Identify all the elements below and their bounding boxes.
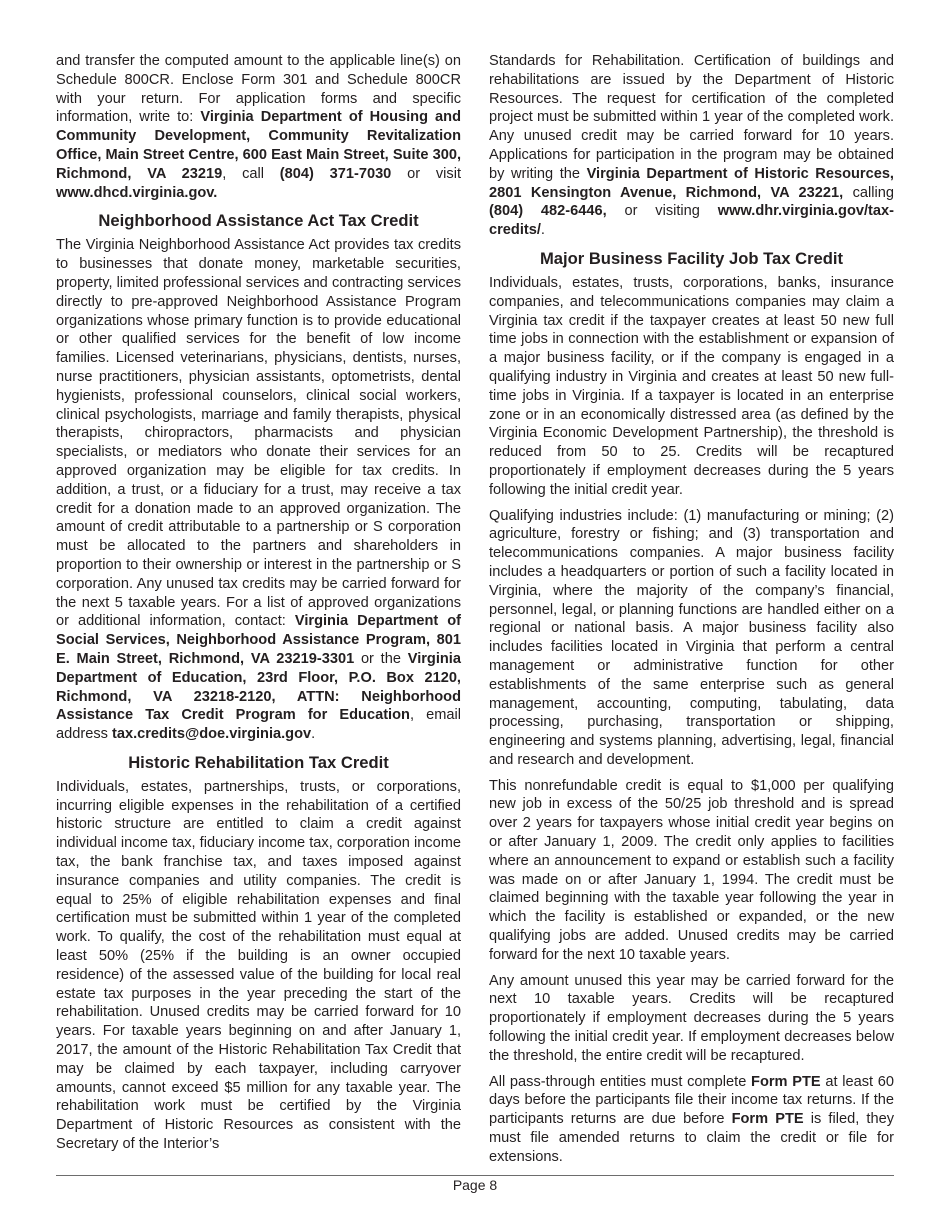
text-run: , email address — [56, 707, 461, 743]
dhcd-website: www.dhcd.virginia.gov. — [56, 184, 218, 201]
text-run: All pass-through entities must complete — [489, 1073, 752, 1090]
mbf-paragraph-5 — [489, 1073, 894, 1167]
mbf-paragraph-3: This nonrefundable credit is equal to $1,000 per qualifying new job in excess of the 50/25 job threshold and is spread over 2 years for taxpayers whose initial credit year begins on or after January 1, 2009. The credit only applies to facilities where an announcement to expand or establish such a facility was made on or after January 1, 1994. The credit must be claimed beginning with the taxable year following the year in which the facility is established or expanded, or the new qualifying jobs are added. Unused credits may be carried forward for the next 10 taxable years. — [489, 777, 894, 963]
left-column — [56, 52, 461, 1162]
form-pte-ref: Form PTE — [751, 1073, 821, 1090]
dhcd-phone: (804) 371-7030 — [279, 165, 392, 182]
mbf-paragraph-4: Any amount unused this year may be carried forward for the next 10 taxable years. Credits will be recaptured proportionately if employment decreases during the 5 years following the initial credit year. If employment decreases below the threshold, the entire credit will be recaptured. — [489, 972, 894, 1064]
dss-address: Virginia Department of Social Services, Neighborhood Assistance Program, 801 E. Main Street, Richmond, VA 23219-3301 — [56, 613, 462, 667]
doe-email: tax.credits@doe.virginia.gov — [111, 726, 312, 743]
hr-heading: Historic Rehabilitation Tax Credit — [128, 752, 389, 772]
form-pte-ref: Form PTE — [731, 1111, 804, 1128]
naa-heading: Neighborhood Assistance Act Tax Credit — [98, 211, 419, 231]
text-run: , call — [222, 165, 280, 182]
naa-paragraph — [56, 236, 461, 744]
text-run: . — [540, 222, 545, 239]
page-number: Page 8 — [452, 1177, 498, 1193]
right-column — [489, 52, 894, 1165]
intro-paragraph — [56, 52, 461, 202]
hr-paragraph: Individuals, estates, partnerships, trusts, or corporations, incurring eligible expenses in the rehabilitation of a certified historic structure are entitled to claim a credit against individual income tax, fiduciary income tax, corporation income tax, the bank franchise tax, and taxes imposed against insurance companies and utility companies. The credit is equal to 25% of eligible rehabilitation expenses and final certification must be submitted within 1 year of the completed work. To qualify, the cost of the rehabilitation must equal at least 50% (25% if the building is an owner occupied residence) of the assessed value of the building for local real estate tax purposes in the year preceding the start of the rehabilitation. Unused credits may be carried forward for 10 years. For taxable years beginning on and after January 1, 2017, the amount of the Historic Rehabilitation Tax Credit that may be claimed by each taxpayer, including carryover amounts, cannot exceed $5 million for any taxable year. The rehabilitation work must be certified by the Virginia Department of Historic Resources as consistent with the Secretary of the Interior’s — [56, 778, 461, 1153]
dhr-phone: (804) 482-6446, — [489, 203, 607, 220]
text-run: is filed, they must file amended returns to claim the credit or file for extensions. — [489, 1111, 894, 1165]
text-run: or the — [354, 650, 408, 667]
text-run: Standards for Rehabilitation. Certification of buildings and rehabilitations are issued by the Department of Historic Resources. The request for certification of the completed project must be submitted within 1 year of the completed work. Any unused credit may be carried forward for 10 years. Applications for participation in the program may be obtained by writing the — [489, 53, 894, 182]
text-run: and transfer the computed amount to the applicable line(s) on Schedule 800CR. Enclose Form 301 and Schedule 800CR with your return. For application forms and specific information, write to: — [56, 53, 461, 126]
mbf-heading: Major Business Facility Job Tax Credit — [539, 248, 844, 268]
mbf-paragraph-2: Qualifying industries include: (1) manufacturing or mining; (2) agriculture, forestry or fishing; and (3) transportation and telecommunications companies. A major business facility includes a headquarters or portion of such a facility located in Virginia, where the majority of the company’s financial, personnel, legal, or planning functions are handled either on a regional or national basis. A major business facility also includes facilities located in Virginia that perform a central management or administrative function for other establishments of the same enterprise such as general management, accounting, computing, tabulating, data processing, purchasing, transportation or shipping, engineering and systems planning, advertising, legal, financial and research and development. — [489, 507, 894, 768]
text-run: or visit — [391, 165, 462, 182]
hr-continued-paragraph — [489, 52, 894, 240]
dhcd-address: Virginia Department of Housing and Community Development, Community Revitalization Office, Main Street Centre, 600 East Main Street, Suite 300, Richmond, VA 23219 — [56, 109, 461, 182]
mbf-paragraph-1: Individuals, estates, trusts, corporations, banks, insurance companies, and telecommunications companies may claim a Virginia tax credit if the taxpayer creates at least 50 new full time jobs in connection with the establishment or expansion of a major business facility, or if the company is engaged in a qualifying industry in Virginia and creates at least 50 new full-time jobs in Virginia. If a taxpayer is located in an enterprise zone or in an economically distressed area (as defined by the Virginia Economic Development Partnership), the threshold is reduced from 50 to 25. Credits will be recaptured proportionately if employment decreases during the 5 years following the initial credit year. — [489, 274, 894, 498]
doe-address: Virginia Department of Education, 23rd Floor, P.O. Box 2120, Richmond, VA 23218-2120, ATTN: Neighborhood Assistance Tax Credit Program for Education — [56, 650, 461, 724]
text-run: calling — [843, 184, 894, 201]
text-run: The Virginia Neighborhood Assistance Act provides tax credits to businesses that donate money, marketable securities, property, limited professional services and contracting services directly to pre-approved Neighborhood Assistance Program organizations whose primary function is to provide educational or other qualified services for the benefit of low income families. Licensed veterinarians, physicians, dentists, nurses, nurse practitioners, physician assistants, optometrists, dental hygienists, professional counselors, clinical social workers, clinical psychologists, marriage and family therapists, physical therapists, chiropractors, pharmacists and physician specialists, or mediators who donate their services for an approved organization may be eligible for tax credits. In addition, a trust, or a fiduciary for a trust, may receive a tax credit for a donation made to an approved organization. The amount of credit attributable to a partnership or S corporation must be allocated to the partners and shareholders in proportion to their ownership or interest in the partnership or S corporation. Any unused tax credits may be carried forward for the next 5 taxable years. For a list of approved organizations or additional information, contact: — [56, 237, 461, 630]
dhr-address: Virginia Department of Historic Resources, 2801 Kensington Avenue, Richmond, VA 23221, — [489, 165, 894, 201]
dhr-website: www.dhr.virginia.gov/tax-credits/ — [489, 203, 894, 239]
footer-divider — [56, 1175, 894, 1176]
text-run: or visiting — [606, 203, 718, 220]
text-run: at least 60 days before the participants file their income tax returns. If the participants returns are due before — [489, 1073, 894, 1128]
page-body — [56, 52, 894, 1165]
text-run: . — [311, 726, 316, 743]
